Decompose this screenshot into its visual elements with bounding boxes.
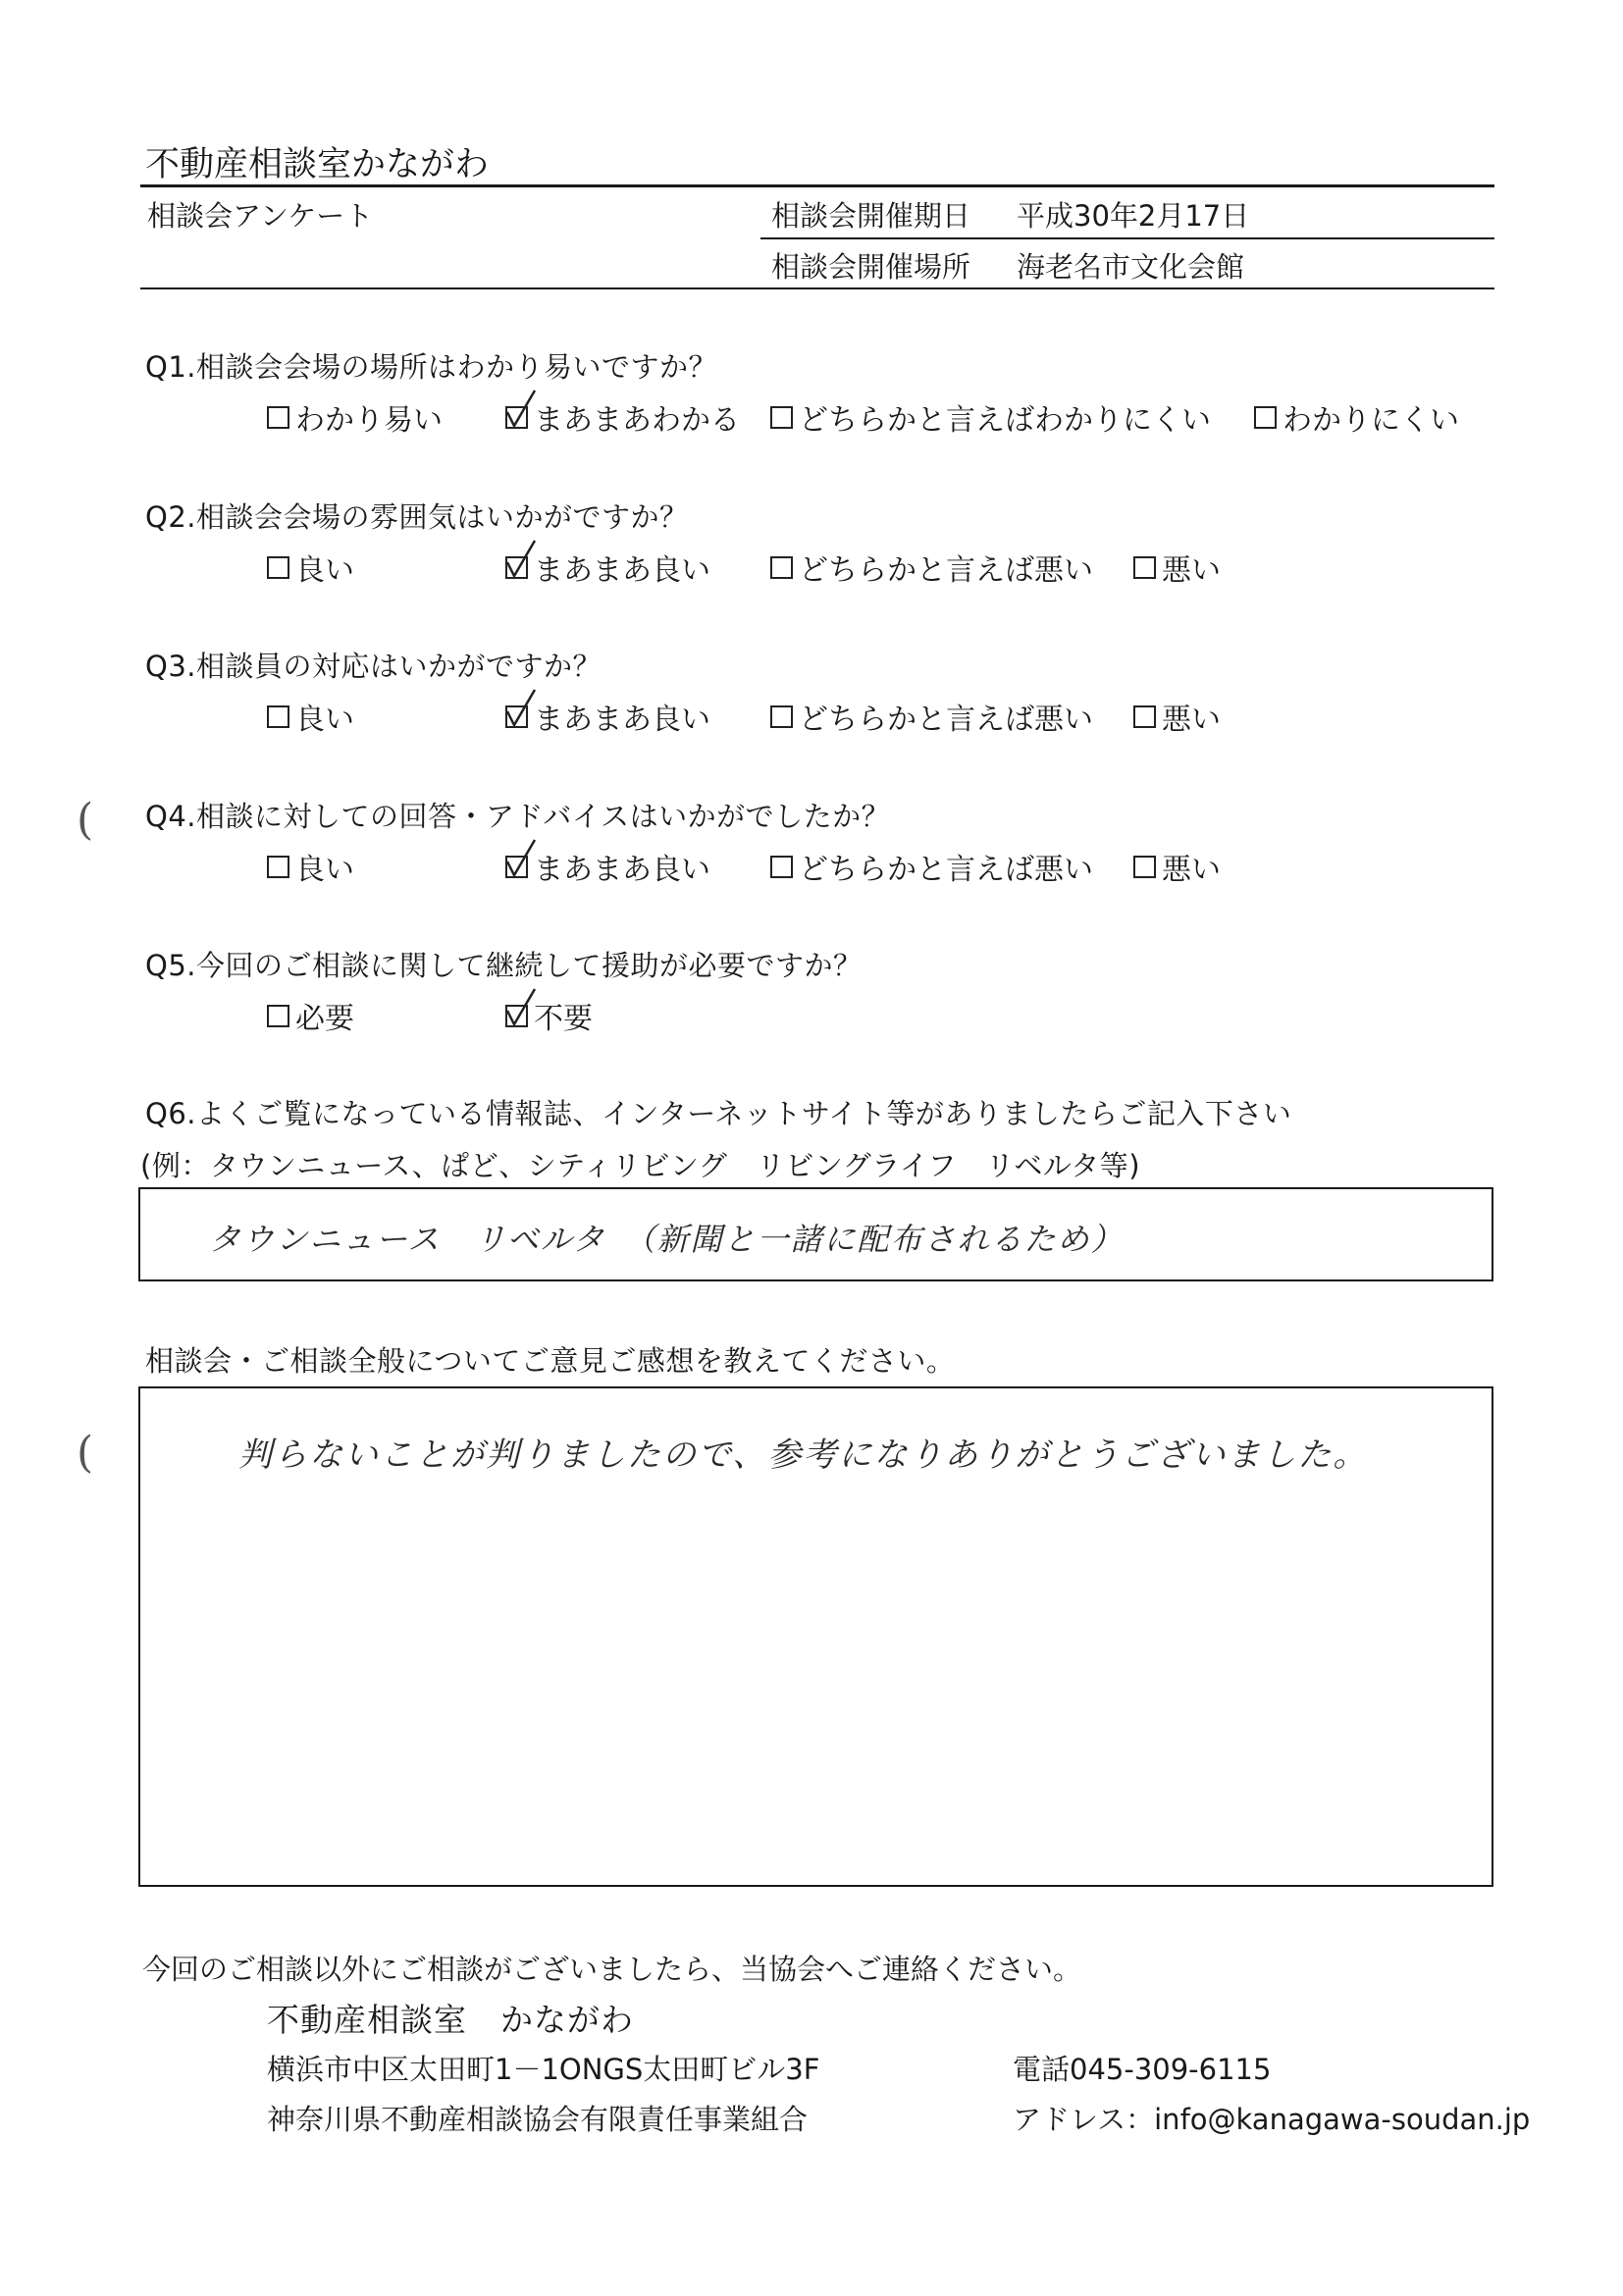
option-label: まあまあ良い xyxy=(534,703,710,737)
organization-title: 不動産相談室かながわ xyxy=(145,145,490,184)
option-label: どちらかと言えば悪い xyxy=(799,853,1093,887)
q4-option-1[interactable] xyxy=(267,845,354,888)
checkbox-icon[interactable] xyxy=(1254,406,1277,429)
checkbox-icon[interactable] xyxy=(1133,856,1156,878)
q6-handwritten-answer: タウンニュース リベルタ （新聞と一諸に配布されるため） xyxy=(209,1221,1125,1258)
checkbox-icon[interactable] xyxy=(267,856,289,878)
event-place-value: 海老名市文化会館 xyxy=(1017,250,1245,284)
option-label: どちらかと言えば悪い xyxy=(799,553,1093,588)
checkbox-icon[interactable] xyxy=(267,705,289,728)
option-label: 必要 xyxy=(295,1002,354,1036)
checkbox-icon[interactable] xyxy=(770,556,793,579)
q5-option-2[interactable] xyxy=(505,994,593,1037)
q2-option-1[interactable] xyxy=(267,546,354,589)
event-place-label: 相談会開催場所 xyxy=(771,250,971,284)
option-label: 悪い xyxy=(1162,853,1221,887)
option-label: わかりにくい xyxy=(1283,403,1459,438)
option-label: まあまあわかる xyxy=(534,403,740,438)
checkbox-icon[interactable] xyxy=(267,1005,289,1027)
q6-answer-box[interactable] xyxy=(138,1187,1493,1281)
q5-option-1[interactable] xyxy=(267,994,354,1037)
option-label: 悪い xyxy=(1162,553,1221,588)
comments-answer-box[interactable] xyxy=(138,1386,1493,1887)
header-divider-bottom xyxy=(140,287,1494,289)
event-date-value: 平成30年2月17日 xyxy=(1017,199,1250,233)
option-label: 不要 xyxy=(534,1002,593,1036)
q6-example: (例：タウンニュース、ぱど、シティリビング リビングライフ リベルタ等) xyxy=(140,1149,1141,1182)
q4-label: Q4.相談に対しての回答・アドバイスはいかがでしたか？ xyxy=(145,800,891,833)
checkbox-icon[interactable] xyxy=(505,556,528,579)
q6-label: Q6.よくご覧になっている情報誌、インターネットサイト等がありましたらご記入下さい xyxy=(145,1097,1292,1130)
checkbox-icon[interactable] xyxy=(267,406,289,429)
check-mark-icon xyxy=(501,537,541,580)
option-label: どちらかと言えばわかりにくい xyxy=(799,403,1211,438)
checkbox-icon[interactable] xyxy=(505,1005,528,1027)
option-label: 良い xyxy=(295,853,354,887)
q1-option-3[interactable] xyxy=(770,395,1211,439)
check-mark-icon xyxy=(501,686,541,729)
checkbox-icon[interactable] xyxy=(770,856,793,878)
checkbox-icon[interactable] xyxy=(1133,705,1156,728)
header-divider-top xyxy=(140,184,1494,187)
q2-option-3[interactable] xyxy=(770,546,1093,589)
q2-option-4[interactable] xyxy=(1133,546,1221,589)
q3-option-2[interactable] xyxy=(505,695,710,738)
q1-option-1[interactable] xyxy=(267,395,443,439)
q3-option-3[interactable] xyxy=(770,695,1093,738)
q1-option-4[interactable] xyxy=(1254,395,1459,439)
checkbox-icon[interactable] xyxy=(267,556,289,579)
option-label: まあまあ良い xyxy=(534,853,710,887)
punch-hole-mark-lower: ( xyxy=(77,1428,94,1478)
option-label: どちらかと言えば悪い xyxy=(799,703,1093,737)
contact-notice: 今回のご相談以外にご相談がございましたら、当協会へご連絡ください。 xyxy=(142,1953,1082,1986)
checkbox-icon[interactable] xyxy=(770,705,793,728)
q5-label: Q5.今回のご相談に関して継続して援助が必要ですか？ xyxy=(145,949,863,982)
check-mark-icon xyxy=(501,836,541,879)
q4-option-4[interactable] xyxy=(1133,845,1221,888)
option-label: 良い xyxy=(295,703,354,737)
event-date-label: 相談会開催期日 xyxy=(771,199,971,233)
footer-org-name: 不動産相談室 かながわ xyxy=(267,2001,634,2039)
checkbox-icon[interactable] xyxy=(505,705,528,728)
q3-option-1[interactable] xyxy=(267,695,354,738)
q1-option-2[interactable] xyxy=(505,395,740,439)
punch-hole-mark-upper: ( xyxy=(77,795,94,845)
footer-address: 横浜市中区太田町1－1ONGS太田町ビル3F xyxy=(267,2053,820,2086)
option-label: 良い xyxy=(295,553,354,588)
footer-phone: 電話045-309-6115 xyxy=(1013,2053,1272,2086)
comments-handwritten-answer: 判らないことが判りましたので、参考になりありがとうございました。 xyxy=(238,1435,1369,1475)
header-divider-mid xyxy=(760,237,1494,239)
q4-option-3[interactable] xyxy=(770,845,1093,888)
checkbox-icon[interactable] xyxy=(1133,556,1156,579)
check-mark-icon xyxy=(501,387,541,430)
survey-title: 相談会アンケート xyxy=(147,199,374,233)
checkbox-icon[interactable] xyxy=(505,856,528,878)
checkbox-icon[interactable] xyxy=(505,406,528,429)
check-mark-icon xyxy=(501,985,541,1028)
option-label: 悪い xyxy=(1162,703,1221,737)
q2-option-2[interactable] xyxy=(505,546,710,589)
q3-option-4[interactable] xyxy=(1133,695,1221,738)
comments-label: 相談会・ご相談全般についてご意見ご感想を教えてください。 xyxy=(145,1344,956,1378)
option-label: わかり易い xyxy=(295,403,443,438)
footer-association: 神奈川県不動産相談協会有限責任事業組合 xyxy=(267,2103,809,2136)
footer-email: アドレス：info@kanagawa-soudan.jp xyxy=(1013,2103,1531,2136)
q1-label: Q1.相談会会場の場所はわかり易いですか？ xyxy=(145,350,717,384)
option-label: まあまあ良い xyxy=(534,553,710,588)
q2-label: Q2.相談会会場の雰囲気はいかがですか？ xyxy=(145,500,689,534)
q4-option-2[interactable] xyxy=(505,845,710,888)
q3-label: Q3.相談員の対応はいかがですか？ xyxy=(145,650,602,683)
checkbox-icon[interactable] xyxy=(770,406,793,429)
